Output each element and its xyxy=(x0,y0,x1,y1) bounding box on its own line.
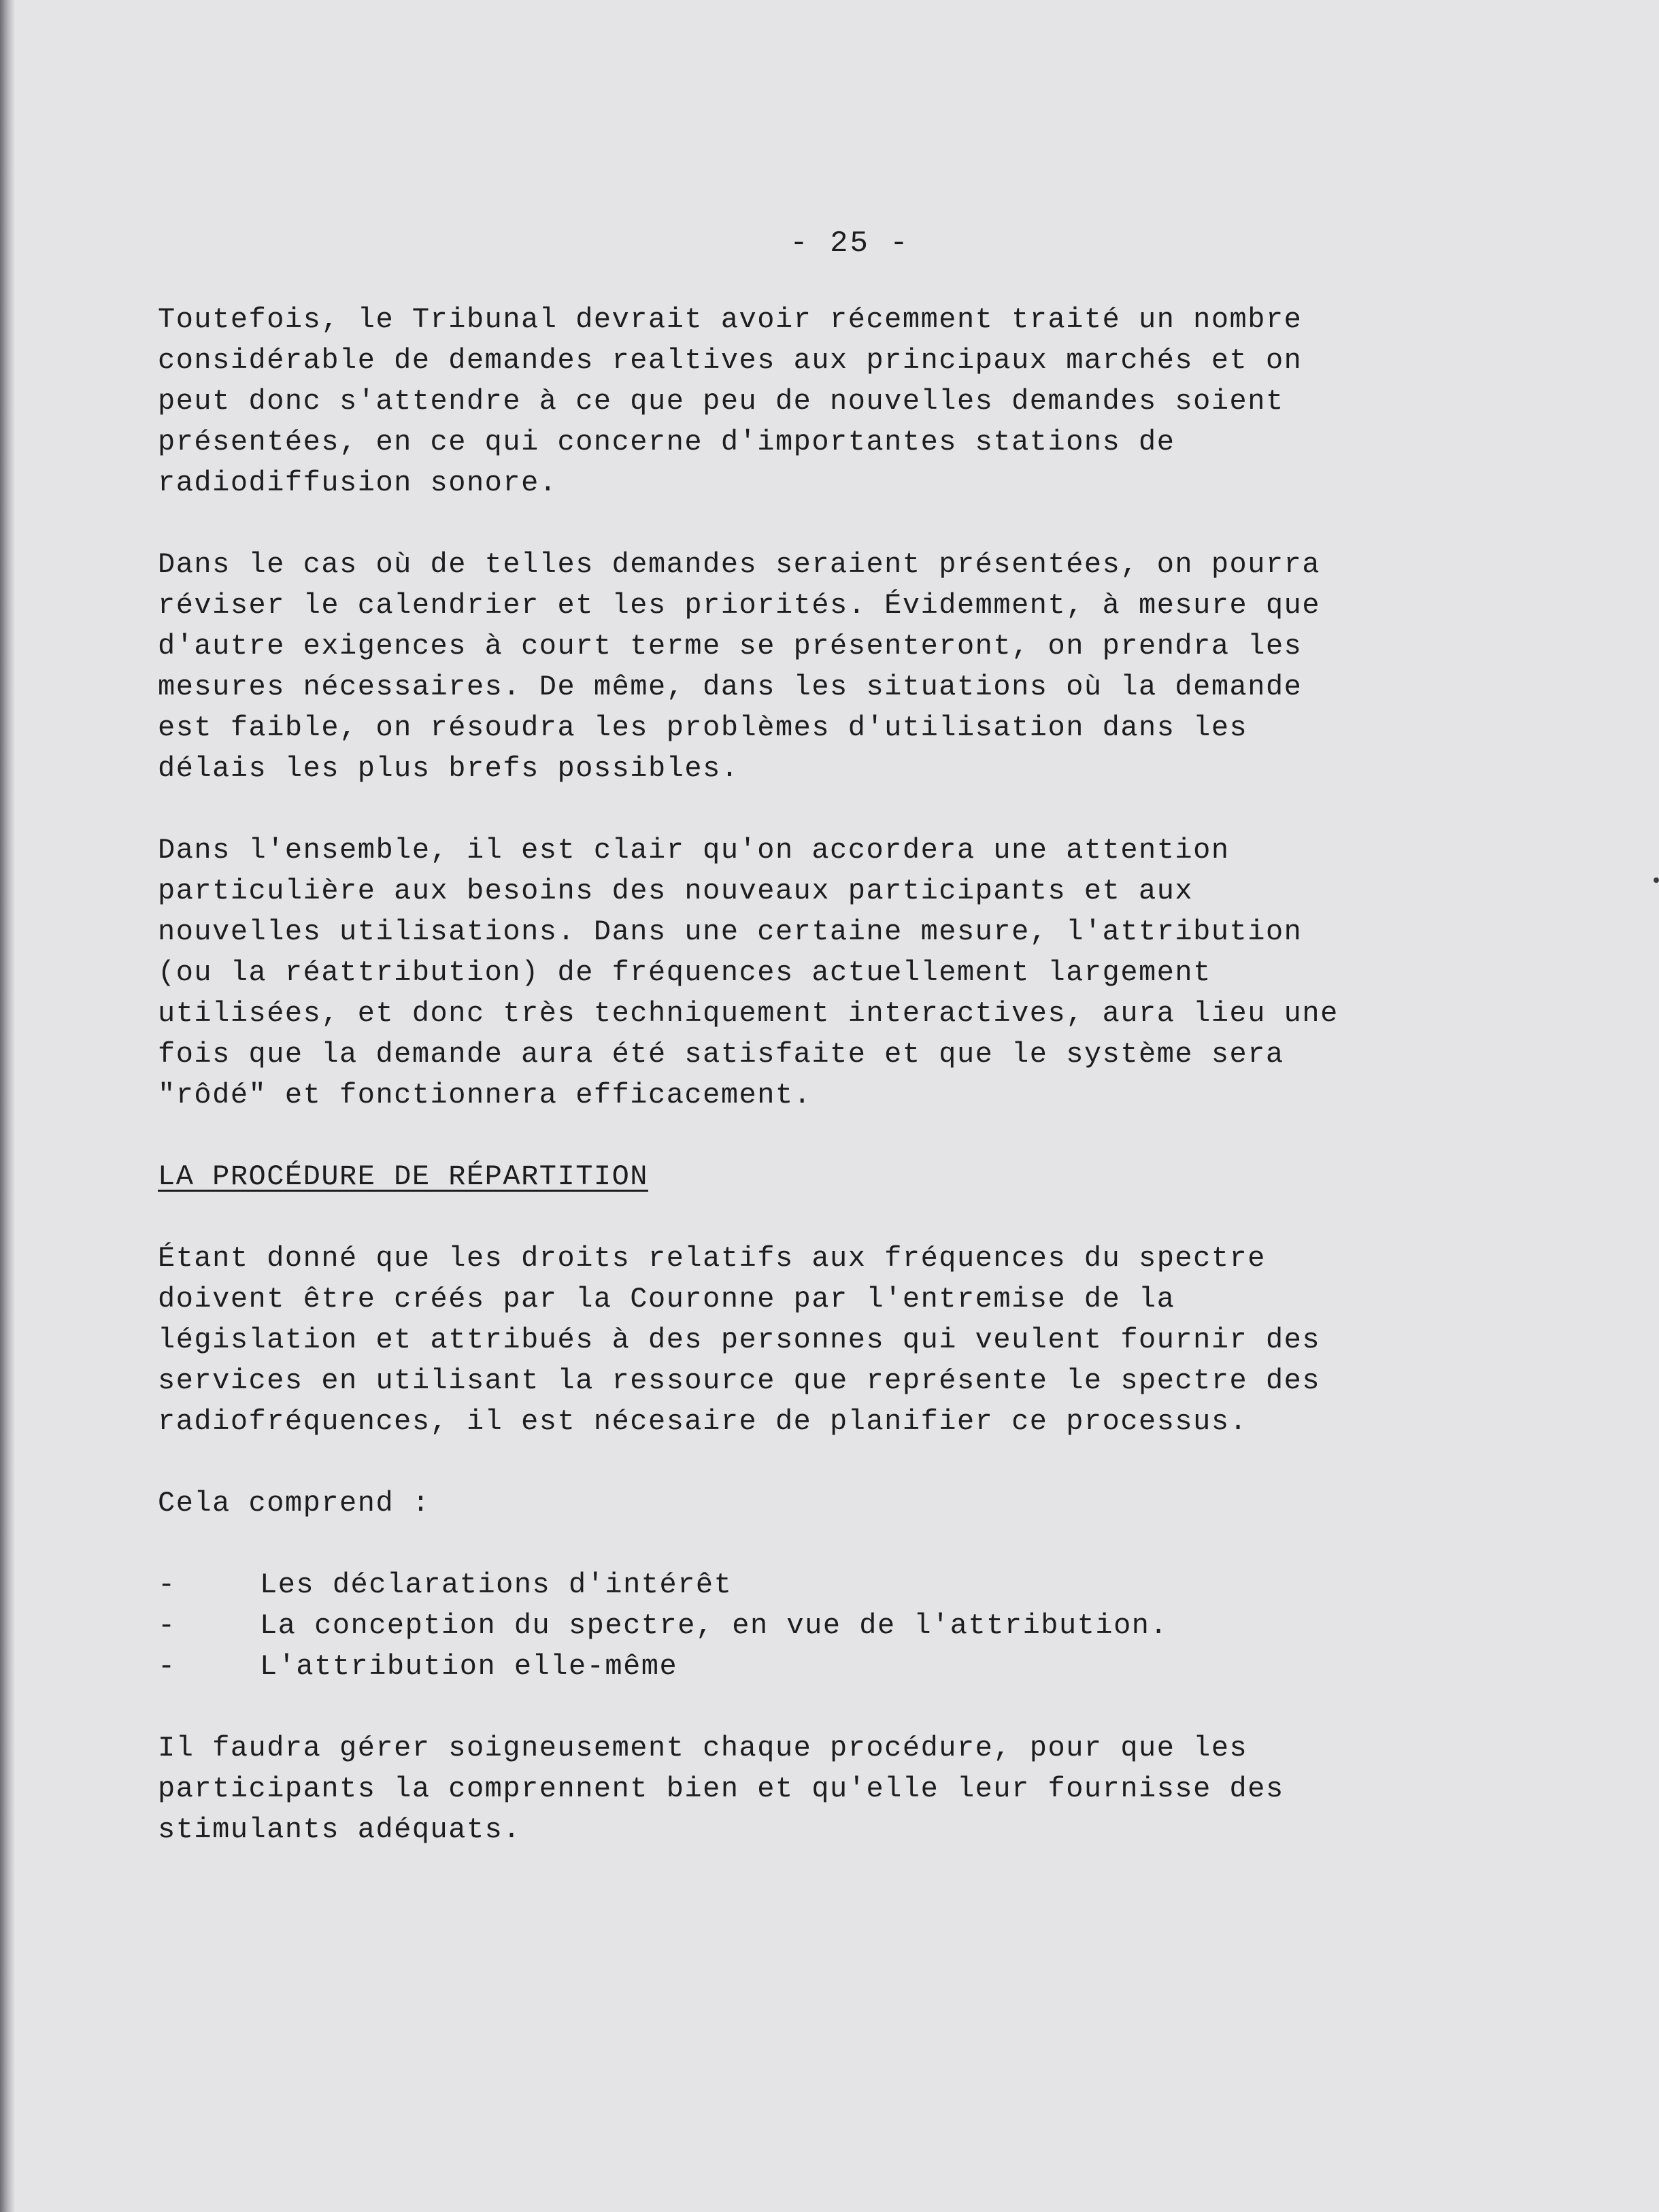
list-item-text: La conception du spectre, en vue de l'attribution. xyxy=(260,1609,1169,1642)
list-item xyxy=(158,1605,1532,1646)
list-item xyxy=(158,1564,1532,1605)
page-left-edge xyxy=(0,0,15,2212)
list-item-text: L'attribution elle-même xyxy=(260,1650,678,1683)
list-marker: - xyxy=(158,1569,176,1601)
section-heading: LA PROCÉDURE DE RÉPARTITION xyxy=(158,1160,649,1193)
section-intro: Étant donné que les droits relatifs aux fréquences du spectre doivent être créés par la Couronne par l'entremise de la législation et attribués à des personnes qui veulent fournir des services en utilisant la ressource que représente le spectre des radiofréquences, il est nécesaire de planifier ce processus. xyxy=(158,1242,1321,1438)
list-marker: - xyxy=(158,1650,176,1683)
paragraph-3: Dans l'ensemble, il est clair qu'on accordera une attention particulière aux besoins des nouveaux participants et aux nouvelles utilisations. Dans une certaine mesure, l'attribution (ou la réattribution) de fréquences actuellement largement utilisées, et donc très techniquement interactives, aura lieu une fois que la demande aura été satisfaite et que le système sera "rôdé" et fonctionnera efficacement. xyxy=(158,834,1339,1111)
procedure-list xyxy=(158,1564,1532,1687)
document-body xyxy=(158,299,1532,1891)
closing-paragraph: Il faudra gérer soigneusement chaque procédure, pour que les participants la comprennent bien et qu'elle leur fournisse des stimulants adéquats. xyxy=(158,1732,1284,1846)
ink-speck xyxy=(1654,877,1659,883)
paragraph-1: Toutefois, le Tribunal devrait avoir récemment traité un nombre considérable de demandes realtives aux principaux marchés et on peut donc s'attendre à ce que peu de nouvelles demandes soient présentées, en ce qui concerne d'importantes stations de radiodiffusion sonore. xyxy=(158,303,1303,499)
page-number: - 25 - xyxy=(790,227,910,261)
paragraph-2: Dans le cas où de telles demandes seraient présentées, on pourra réviser le calendrier et les priorités. Évidemment, à mesure que d'autre exigences à court terme se présenteront, on prendra les mesures nécessaires. De même, dans les situations où la demande est faible, on résoudra les problèmes d'utilisation dans les délais les plus brefs possibles. xyxy=(158,548,1321,785)
list-intro: Cela comprend : xyxy=(158,1487,431,1520)
list-marker: - xyxy=(158,1609,176,1642)
list-item xyxy=(158,1646,1532,1687)
list-item-text: Les déclarations d'intérêt xyxy=(260,1569,733,1601)
